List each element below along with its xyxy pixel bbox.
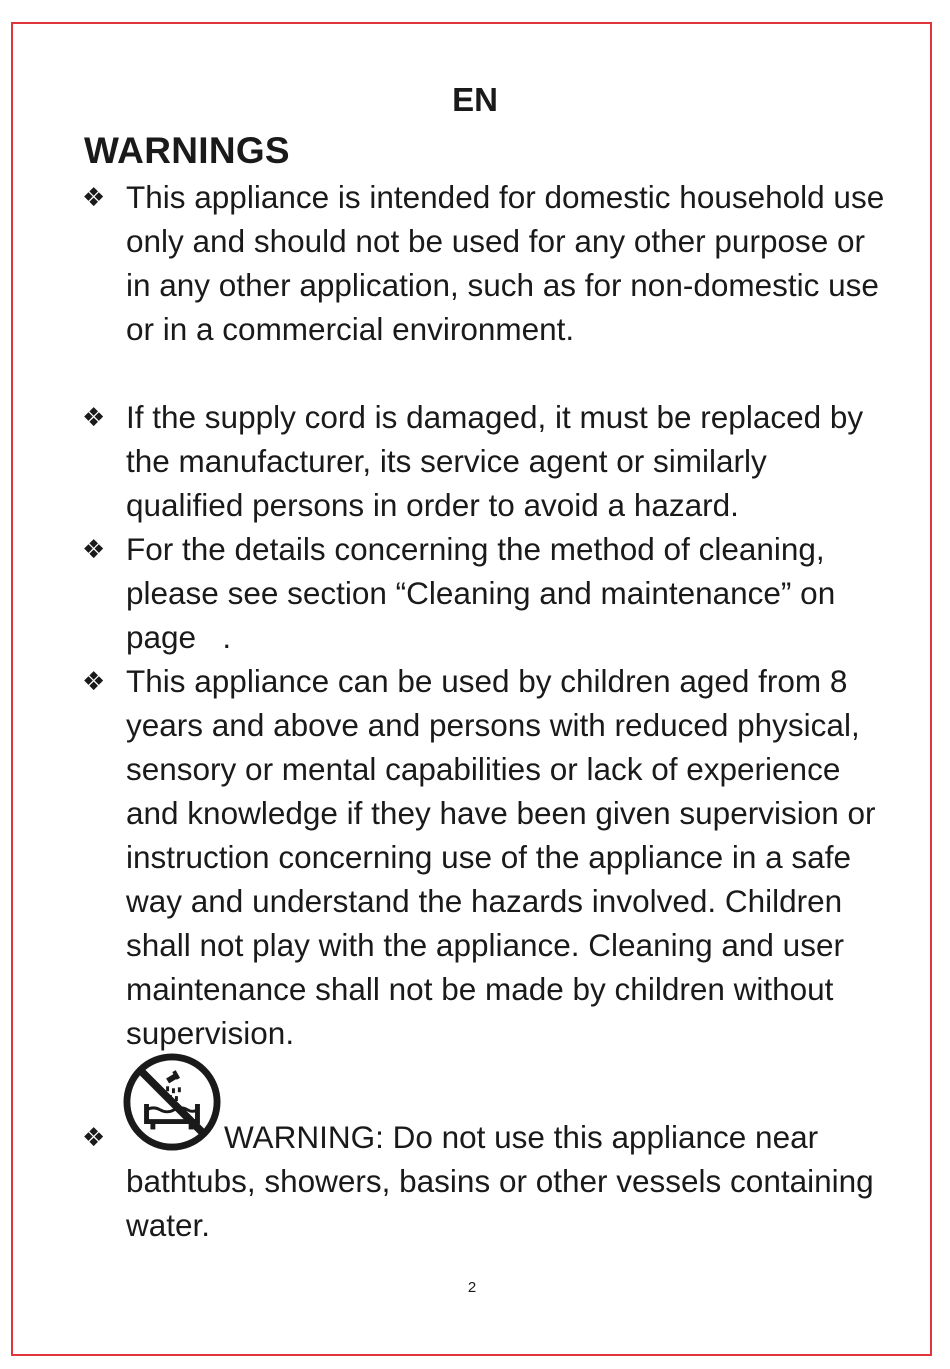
- diamond-bullet-icon: ❖: [82, 1122, 106, 1152]
- diamond-bullet-icon: ❖: [82, 666, 106, 696]
- section-title: WARNINGS: [84, 130, 290, 171]
- warning-text: This appliance can be used by children aged from 8 years and above and persons with reduced physical, sensory or mental capabilities or lack of experience and knowledge if they have been given supervision or instruction concerning use of the appliance in a safe way and understand the hazards involved. Children shall not play with the appliance. Cleaning and user maintenance shall not be made by children without supervision.: [126, 663, 876, 1051]
- diamond-bullet-icon: ❖: [82, 182, 106, 212]
- warning-item-water: [82, 1115, 886, 1247]
- warning-text: If the supply cord is damaged, it must be replaced by the manufacturer, its service agent or similarly qualified persons in order to avoid a hazard.: [126, 399, 864, 523]
- language-label: EN: [452, 81, 498, 118]
- warning-text-line1: WARNING: Do not use this appliance near: [224, 1119, 819, 1155]
- warning-item-domestic-use: [82, 175, 886, 351]
- warning-text: For the details concerning the method of cleaning, please see section “Cleaning and maintenance” on page: [126, 531, 836, 655]
- warning-text: This appliance is intended for domestic household use only and should not be used for any other purpose or in any other application, such as for non-domestic use or in a commercial environment.: [126, 179, 885, 347]
- warning-item-children: [82, 659, 886, 1055]
- diamond-bullet-icon: ❖: [82, 534, 106, 564]
- warning-item-supply-cord: [82, 395, 886, 527]
- warning-item-cleaning: [82, 527, 886, 659]
- page-number: 2: [467, 1279, 477, 1296]
- warning-text: bathtubs, showers, basins or other vessels containing water.: [126, 1163, 874, 1243]
- page-reference: .: [196, 619, 232, 655]
- diamond-bullet-icon: ❖: [82, 402, 106, 432]
